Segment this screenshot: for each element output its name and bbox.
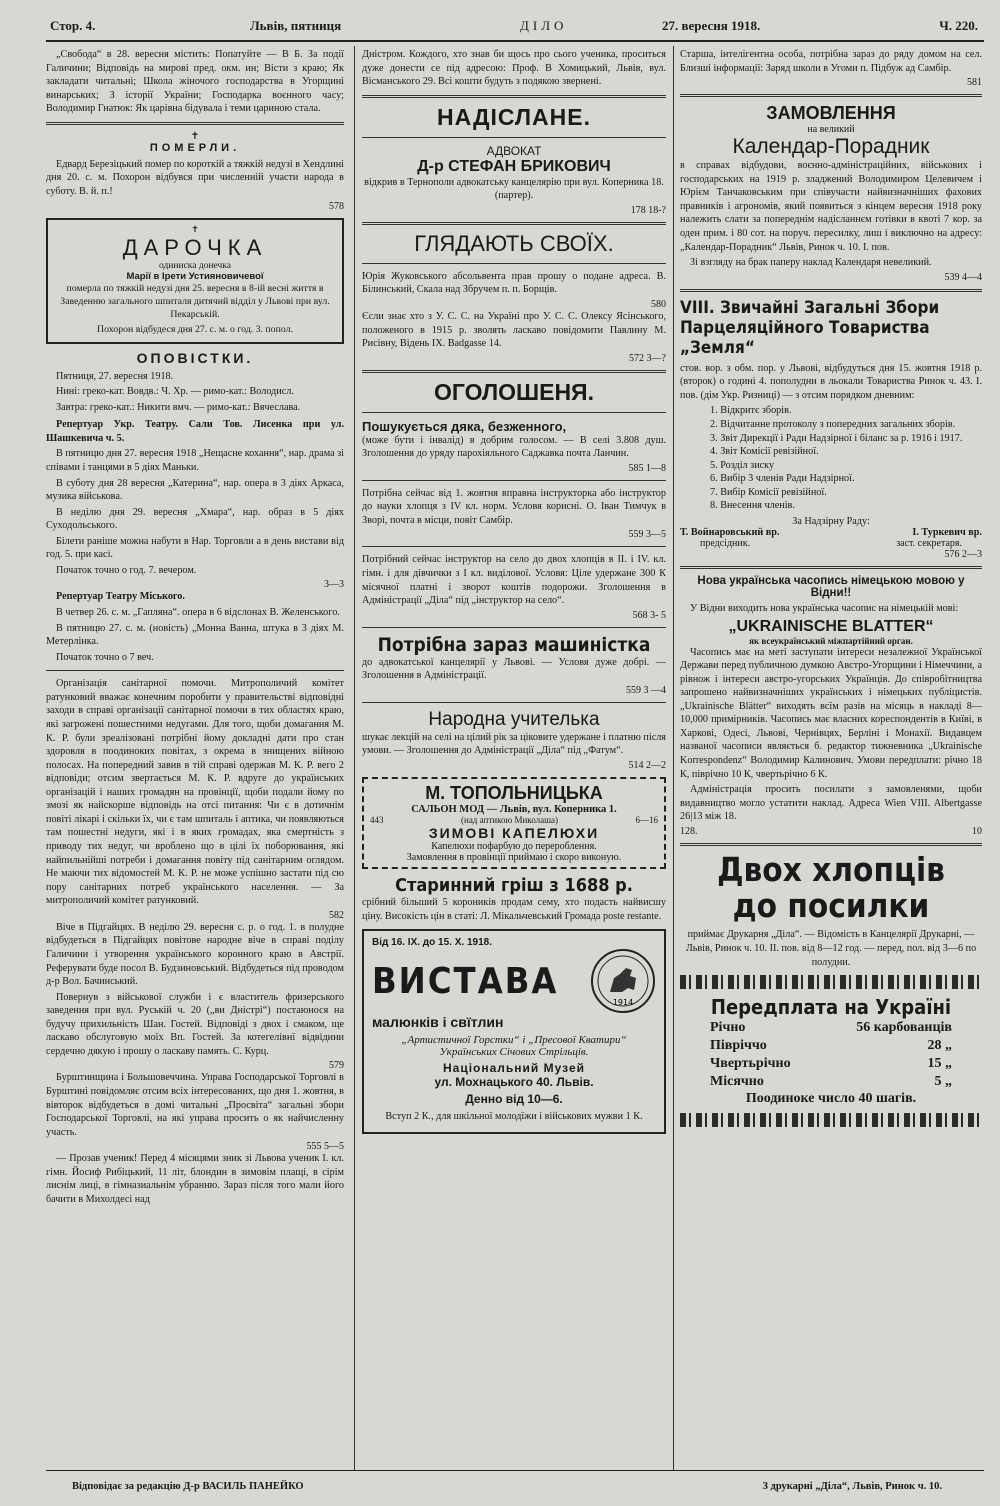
notices-tomorrow: Завтра: греко-кат.: Никити вмч. — римо-кат.: Вячеслава. — [56, 401, 301, 413]
journal-numbers — [680, 826, 982, 837]
order-sub: на великий — [807, 124, 855, 136]
ad2-text: Потрібна сейчас від 1. жовтня вправна інструкторка або інструктор до науки хлопця з IV кл. норм. Условя корисні. О. Іван Тимчук в Зворі, почта в місци, повіт Самбір. — [362, 487, 666, 526]
seek-item: Єсли знає хто з У. С. С. на Україні про У. С. С. Олексу Ясінського, положеного в 1915 р. зволять ласкаво повідомити Павлину М. Рисівну, Відень IX. Badgasse 14. — [362, 310, 666, 350]
agenda-item: 3. Звіт Дирекції і Ради Надзірної і біланс за р. 1916 і 1917. — [710, 432, 963, 444]
ad1-text: (може бути і інвалід) в добрим голосом. — В селі 3.808 душ. Зголошення до уряду парохіяльного Саджавка почта Ланчин. — [362, 434, 666, 460]
ad4-number: 559 3 —4 — [626, 684, 666, 696]
died-number: 578 — [329, 200, 344, 212]
theatre2-line: В четвер 26. с. м. „Гапляна“. опера в 6 відслонах В. Желенського. — [56, 607, 340, 618]
ads-heading: ОГОЛОШЕНЯ. — [434, 378, 594, 405]
theatre1-line: Білети раніше можна набути в Нар. Торговли а в день вистави від год. 5. при касі. — [46, 535, 344, 561]
agenda-item: 5. Розділ зиску — [710, 459, 775, 471]
column-2 — [362, 48, 666, 1472]
divider — [362, 546, 666, 547]
subscription-period: Річно — [710, 1020, 746, 1036]
student-note-cont: Дністром. Кождого, хто знав би щось про сього ученика, проситься дуже донести се під адресою: Проф. В Хомицький, Львів, вул. Вісманського 29. Всі кошти будуть з подякою звернені. — [362, 49, 666, 88]
subscription-period: Місячно — [710, 1074, 764, 1090]
cross-icon: ✝ — [190, 130, 200, 142]
student-note: — Прозав ученик! Перед 4 місяцями зник зі Львова ученик І. кл. гімн. Йосиф Рибіцький, 11 літ, блондин в зимовім плащі, в сірім лиснім лиці, в гімназиальнім убранню. Зараз після того мали його бачити в Михолдесі над — [46, 1153, 344, 1205]
ad4-text: до адвокатської канцелярії у Львові. — Условя дуже добрі. — Зголошення в Адміністрації. — [362, 656, 666, 682]
divider — [362, 370, 666, 373]
milliner-side-number: 443 — [370, 814, 384, 825]
divider — [680, 289, 982, 292]
coin-ad-head: Старинний гріш з 1688 р. — [395, 874, 633, 896]
seek-heading: ГЛЯДАЮТЬ СВОЇХ. — [414, 230, 614, 256]
sanitary-number: 582 — [329, 909, 344, 921]
column-rule — [354, 46, 355, 1470]
theatre1-title: Репертуар Укр. Театру. Сали Тов. Лисенка при ул. Шашкевича ч. 5. — [46, 419, 344, 444]
sent-heading: НАДІСЛАНЕ. — [437, 103, 591, 130]
subscription-amount: 15 „ — [927, 1056, 952, 1072]
milliner-address-row — [370, 815, 658, 825]
zemlia-roles — [680, 538, 982, 549]
zemlia-signature-2: І. Туркевич вр. — [912, 526, 982, 538]
ad2-number: 559 3—5 — [628, 529, 666, 541]
journal-name: „UKRAINISCHE BLATTER“ — [728, 617, 934, 635]
divider — [362, 137, 666, 138]
subscription-amount: 5 „ — [934, 1074, 952, 1090]
calendar-text: в справах відбудови, воєнно-адміністраційних, військових і господарських на 1919 р. зладжений Володимиром Целевичем і Юрієм Танчаковським при співучасти найвизначніших фахових правників і агрономів, який появиться з кінцем вересня 1918 року належить слати за попереднім надісланнєм готівки в квоті 7 кор. за оден прим. і 80 сот. на поруч. пересилку, лиш і виключно на адресу: „Календар-Порадник“ Львів, Ринок ч. 10. I. пов. — [680, 160, 982, 253]
subscription-period: Півріччо — [710, 1038, 767, 1054]
exhibition-museum: Національний Музей — [442, 1061, 585, 1076]
theatre1-line: В суботу дня 28 вересня „Катерина“, нар. опера в 3 діях Аркаса, музика військова. — [46, 477, 344, 503]
subscription-period: Чвертьрічно — [710, 1056, 791, 1072]
zemlia-signatures — [680, 527, 982, 538]
obituary-sub: одиниска донечка — [159, 260, 231, 271]
exhibition-title: ВИСТАВА — [372, 960, 559, 1002]
milliner-side-number: 6—16 — [635, 814, 658, 825]
column-1 — [46, 48, 344, 1472]
zemlia-signature-1: Т. Войнаровський вр. — [680, 526, 780, 538]
page-number: Стор. 4. — [50, 18, 96, 33]
lion-seal-icon — [590, 948, 656, 1014]
exhibition-title-row — [372, 948, 656, 1014]
divider — [362, 480, 666, 481]
ad1-head: Пошукується дяка, безженного, — [362, 418, 567, 434]
divider — [362, 412, 666, 413]
subscription-single: Поодиноке число 40 шагів. — [745, 1091, 917, 1107]
zemlia-role-1: предсідник. — [700, 537, 751, 549]
exhibition-sub: малюнків і свїтлин — [372, 1014, 504, 1031]
agenda-item: 1. Відкритє зборів. — [710, 405, 792, 417]
zemlia-for: За Надзірну Раду: — [792, 515, 870, 527]
theatre1-line: В пятницю дня 27. вересня 1918 „Нещасне кохання“, нар. драма зі співами і танцями в 5 діях Маньки. — [46, 448, 344, 473]
agenda-item: 8. Внесення членів. — [710, 500, 795, 512]
obituary-text: померла по тяжкій недузі дня 25. вересня в 8-ій весні життя в Заведенню загального шпиталя дитячий відділ у Львові при вул. Пекарській. — [60, 282, 330, 320]
ad4-head: Потрібна зараз машиністка — [377, 633, 651, 656]
divider — [46, 122, 344, 125]
divider — [680, 843, 982, 846]
sanitary-note: Організація санітарної помочи. Митрополичий комітет ратунковий вважає конечним поробити у правительстві відповідні заходи в справі організації санітарної помочи в тих областях краю, які загрожені пошестними недугами. Для того, щоби домагання М. К. Р. були зреалізовані потрібні йому докладні дати про стан здоровля в поодиноких повітах, з окрема в знищених війною полосах. На попередний завив в тій справі одержав М. К. Р. вего 2 відповіди; отсим звертається М. К. Р. вдруге до українських організацій і наших громадян на провінції, щоби подали йому по змозі як найскорше відповідь на отсі питання: Чи є в дотичнім повіті лікарі і скільки їх, чи є там шпиталь і аптика, чи появляються там пошестні недуги, які і в яких громадах, яка смертність з приводу тих недуг, чи вроблено що в цілі їх поборювання, які найпильнійші потреби і домагання повіту під санітарним оглядом. Не маючи тих відомостей М. К. Р. не може успішно застати під сю пору санітарних потреб українського населення. — За митрополичий комітет ратунковий. — [46, 678, 344, 907]
calendar-title: Календар-Порадник — [732, 135, 930, 159]
top-ad-number: 581 — [967, 77, 982, 89]
ad3-number: 568 3- 5 — [632, 609, 666, 621]
journal-text: Часопись має на меті заступати інтереси незалежної Української Держави перед публичною думкою Австро-Угорщини і Німеччини, а рівнож і інтереси австро-угорських Українців. До співробітництва запрошено найвизначніших українських і німецьких публіцистів. „Ukrainische Blätter“ виходять всїм разів на місяць в накладі 8—10,000 примірників. Часопись має власних кореспондентів в Київі, в Харкові, Одесі, Львові, Чернівцях, Берліні і Монахії. Видавцем названої часописи являється б. редактор тижневника „Ukrainische Korrespondenz“ Володимир Калинович. Умови передплати: річно 18 К, піврічно 10 К, чвертьрічно 6 К. — [680, 646, 982, 780]
boys-text: приймає Друкарня „Діла“. — Відомість в Канцелярії Друкарні, — Львів, Ринок ч. 10. II. пов. від 8—12 год. — перед, пол. від 3—6 по полудни. — [685, 929, 977, 968]
ad5-head: Народна учителька — [428, 708, 600, 730]
place-day: Львів, пятниця — [250, 18, 342, 33]
zemlia-agenda — [680, 404, 982, 513]
milliner-name: М. ТОПОЛЬНИЦЬКА — [425, 782, 603, 803]
zemlia-title: VIII. Звичайні Загальні Збори Парцеляційного Товариства „Земля“ — [680, 297, 940, 359]
returned-number: 579 — [329, 1060, 344, 1072]
died-heading: ПОМЕРЛИ. — [149, 141, 241, 154]
subscription-row — [680, 1055, 982, 1073]
exhibition-entry: Вступ 2 К., для шкільної молодїжи і військових мужви 1 К. — [385, 1111, 643, 1123]
footer-rule — [46, 1470, 984, 1471]
returned-note: Повернув з військової служби і є властитель фризерського заведення при вул. Руській ч. 20 („ви Дністрі“) постаюнося на будучу прихильність Шан. Гостей. Відповіді з двох і смаком, ще ласкаво обслуговую моїх Вп. Гостей. За котегелівнї відвідини сердечно дякую і прошу о ласкаву память. С. Курц. — [46, 991, 344, 1057]
masthead: ДІЛО — [520, 18, 568, 33]
ad1-number: 585 1—8 — [628, 462, 666, 474]
divider — [362, 222, 666, 225]
cross-icon: ✝ — [191, 223, 199, 234]
journal-title: Нова українська часопись німецькою мовою у Відни!! — [697, 574, 965, 599]
exhibition-usc: Українських Січових Стрільців. — [439, 1046, 589, 1059]
notices-heading: ОПОВІСТКИ. — [136, 349, 254, 366]
agenda-item: 7. Вибір Комісії ревізійної. — [710, 486, 827, 498]
burshtyn-number: 555 5—5 — [306, 1141, 344, 1153]
issue-date: 27. вересня 1918. — [662, 18, 761, 33]
milliner-address: САЛЬОН МОД — Львів, вул. Коперника 1. — [411, 803, 617, 815]
subscription-amount: 56 карбованців — [856, 1020, 952, 1036]
calendar-note: Зі взгляду на брак паперу наклад Календаря невеликий. — [690, 257, 932, 269]
subscription-row — [680, 1073, 982, 1091]
milliner-address-note: (над аптикою Миколаша) — [461, 814, 558, 825]
obituary-funeral: Похорон відбудеся дня 27. с. м. о год. 3. попол. — [97, 323, 293, 335]
footer-printer: З друкарні „Діла“, Львів, Ринок ч. 10. — [762, 1481, 942, 1492]
burshtyn-note: Бурштинщина і Большовеччина. Управа Господарської Торговлі в Бурштині повідомляє отсим всіх інтересованих, що дня 1. жовтня, в вівторок відбудеться в домі читальні „Просвіта“ загальні збори Господарської Торговлі, на які управа просить о як найчисленну участь. — [46, 1072, 344, 1138]
ornament-border — [680, 1113, 982, 1127]
viche-note: Віче в Підгайцях. В неділю 29. вересня с. р. о год. 1. в полудне відбудеться в Підгайцях повітове народне віче в справі поділу Галичини і утворення українського коронного краю в Австрії. Реферувати буде посол В. Будзиновський. Відбудеться під проводом д-р Вол. Бачинський. — [46, 921, 344, 988]
lawyer-number: 178 18-? — [630, 204, 666, 216]
milliner-line: Капелюхи пофарбую до перероблення. — [431, 840, 597, 852]
boys-heading-2: до посилки — [732, 886, 930, 926]
milliner-ad — [362, 777, 666, 869]
divider — [680, 566, 982, 569]
obituary-name: ДАРОЧКА — [122, 234, 268, 260]
divider — [362, 627, 666, 628]
journal-admin: Адміністрація просить посилати з замовленями, щоби видавництво могло устатити наклад. Адреса Wien VIII. Albertgasse 26|13 між 18. — [680, 784, 982, 823]
seek-number: 580 — [651, 298, 666, 310]
theatre2-line: В пятницю 27. с. м. (новість) „Монна Ванна, штука в 3 діях М. Метерлінка. — [46, 622, 344, 648]
subscription-row — [680, 1019, 982, 1037]
notices-date: Пятниця, 27. вересня 1918. — [56, 370, 174, 382]
obituary-parents: Марії в Ірети Устияновичевої — [126, 270, 264, 282]
exhibition-ad — [362, 929, 666, 1134]
milliner-line: Замовлення в провінції приймаю і скоро виконую. — [406, 851, 622, 863]
ad5-number: 514 2—2 — [628, 759, 666, 771]
lawyer-name: Д-р СТЕФАН БРИКОВИЧ — [417, 157, 611, 175]
agenda-item: 2. Відчитанне протоколу з попередних загальних зборів. — [710, 419, 956, 431]
divider — [362, 263, 666, 264]
subscription-amount: 28 „ — [927, 1038, 952, 1054]
obituary-box — [46, 218, 344, 344]
calendar-number: 539 4—4 — [944, 271, 982, 283]
coin-ad-text: срібний більший 5 короників продам сему, хто подасть найвисшу ціну. Високість цін в статі: Л. Мікальчевський Громада poste restante. — [362, 896, 666, 922]
column-3 — [680, 48, 982, 1472]
divider — [362, 702, 666, 703]
divider — [46, 670, 344, 671]
footer-editor: Відповідає за редакцію Д-р ВАСИЛЬ ПАНЕЙКО — [72, 1481, 304, 1492]
journal-number-left: 128. — [680, 825, 698, 837]
seal-year: 1914 — [612, 998, 634, 1008]
journal-intro: У Відни виходить нова українська часопис на німецькій мові: — [690, 602, 959, 614]
zemlia-intro: стов. вор. з обм. пор. у Львові, відбудуться дня 15. жовтня 1918 р. (второк) о годині 4. пополудни в льокали Товариства Ринок ч. 43. I. пов. (дім Укр. Ризниці) — з отсим порядком дневним: — [680, 362, 982, 401]
header-rule — [46, 40, 984, 42]
seek-number: 572 3—? — [629, 352, 666, 364]
died-text: Едвард Березіцький помер по короткій а тяжкій недузі в Хендлині дня 20. с. м. Похорон відбувся при численній участи народа в суботу. В. й. п.! — [46, 158, 344, 197]
issue-number: Ч. 220. — [939, 18, 978, 33]
boys-heading-1: Двох хлопців — [717, 849, 945, 889]
theatre1-number: 3—3 — [324, 579, 344, 591]
ad5-text: шукає лекцій на селі на цілий рік за ціковите удержане і платню після умови. — Зголошення до Адміністрації „Діла“ під „Фатум“. — [362, 731, 666, 757]
top-ad: Старша, інтелігентна особа, потрібна зараз до ряду домом на сел. Близші інформації: Заряд школи в Угоми п. Підбуж ад Самбір. — [680, 49, 982, 74]
page-header — [50, 18, 978, 40]
column-rule — [673, 46, 674, 1470]
agenda-item: 6. Вибір 3 членів Ради Надзірної. — [710, 473, 855, 485]
theatre2-line: Початок точно о 7 веч. — [56, 651, 154, 663]
divider — [680, 94, 982, 97]
exhibition-dates: Від 16. IX. до 15. X. 1918. — [372, 937, 492, 949]
zemlia-role-2: заст. секретаря. — [896, 537, 962, 549]
subscription-row — [680, 1037, 982, 1055]
seek-item: Юрія Жуковського абсольвента прав прошу о подане адреса. В. Білинський, Скала над Збручем п. п. Борщів. — [362, 270, 666, 296]
lawyer-text: відкрив в Тернополи адвокатську канцелярію при вул. Коперника 18. (партер). — [364, 176, 664, 202]
divider — [362, 95, 666, 98]
lawyer-role: АДВОКАТ — [486, 143, 542, 158]
theatre2-title: Репертуар Театру Міського. — [56, 591, 185, 603]
ad3-text: Потрібний сейчас інструктор на село до двох хлопців в ІІ. і IV. кл. гімн. і для дівчички з I кл. виділової. Условя: Ціле удержане 300 К місячної платні і зворот коштів подорожи. Зголошення в Адміністрації „Діла“ під „інструктор на село“. — [362, 554, 666, 607]
journal-sub: як всеукраїнський міжпартійний орган. — [749, 635, 913, 646]
journal-number-right: 10 — [972, 825, 982, 837]
theatre1-line: Початок точно о год. 7. вечером. — [56, 564, 197, 576]
svoboda-note: „Свобода“ в 28. вересня містить: Попатуйте — В Б. За події Галичини; Відповідь на мирові пред. окм. ин; Вісти з краю; Як закладати читальні; Школа жіночого господарства в Угорщині винарських; З історії України; Господарка воєнного часу; Володимир Гнатюк: Як царівна бідувала і теми цариною стала. — [46, 49, 344, 115]
agenda-item: 4. Звіт Комісії ревізійної. — [710, 446, 819, 458]
subscription-title: Передплата на Україні — [710, 995, 952, 1020]
theatre1-line: В неділю дня 29. вересня „Хмара“, нар. образ в 5 діях Суходольського. — [46, 506, 344, 532]
exhibition-hours: Денно від 10—6. — [465, 1092, 563, 1107]
ornament-border — [680, 975, 982, 989]
notices-today: Нині: греко-кат. Вовдв.: Ч. Хр. — римо-кат.: Володисл. — [56, 386, 294, 398]
exhibition-orgs: „Артистичної Горстки“ і „Пресової Кватири“ — [401, 1034, 627, 1047]
zemlia-number: 576 2—3 — [944, 548, 982, 560]
exhibition-address: ул. Мохнацького 40. Львів. — [434, 1075, 594, 1090]
order-heading: ЗАМОВЛЕННЯ — [766, 103, 896, 124]
milliner-head: ЗИМОВІ КАПЕЛЮХИ — [428, 824, 600, 841]
